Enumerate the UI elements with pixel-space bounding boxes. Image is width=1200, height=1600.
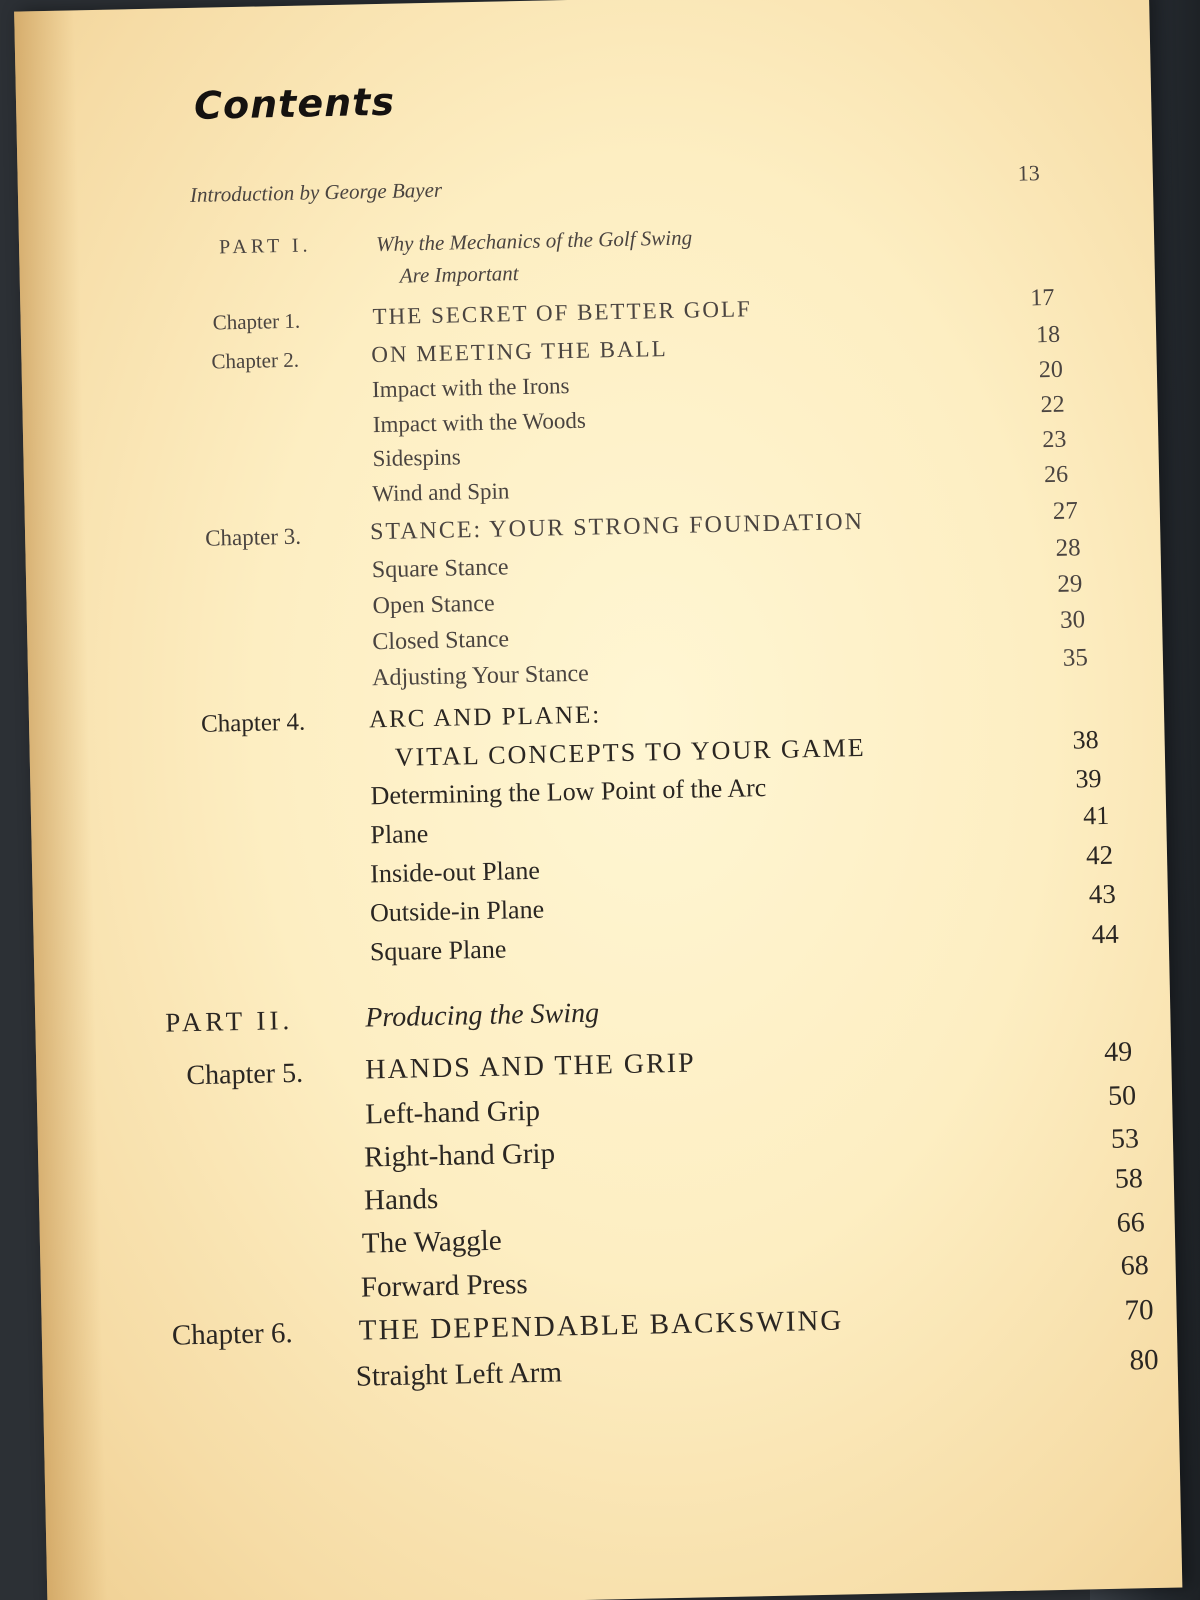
section-adjusting-stance: Adjusting Your Stance (371, 660, 590, 692)
section-closed-stance-page: 30 (1059, 606, 1086, 634)
section-hands: Hands (363, 1182, 439, 1217)
chapter-1-label: Chapter 1. (212, 308, 301, 335)
section-inside-out-plane: Inside-out Plane (369, 855, 541, 889)
section-outside-in-plane: Outside-in Plane (369, 894, 545, 928)
section-right-hand-grip: Right-hand Grip (363, 1137, 556, 1174)
section-square-stance-page: 28 (1055, 534, 1081, 562)
section-low-point-arc-page: 39 (1075, 763, 1102, 794)
chapter-4-title-line-1: ARC AND PLANE: (368, 701, 602, 734)
section-left-hand-grip: Left-hand Grip (364, 1094, 541, 1131)
section-low-point-arc: Determining the Low Point of the Arc (370, 773, 767, 811)
part-1-title-line-2: Are Important (399, 261, 519, 288)
section-wind-spin: Wind and Spin (372, 478, 510, 507)
section-open-stance-page: 29 (1057, 570, 1083, 598)
chapter-2-page: 18 (1035, 321, 1061, 349)
chapter-4-title-line-2: VITAL CONCEPTS TO YOUR GAME (394, 732, 866, 772)
section-waggle: The Waggle (361, 1224, 502, 1260)
section-impact-woods-page: 22 (1040, 391, 1065, 419)
chapter-6-label: Chapter 6. (171, 1317, 294, 1352)
chapter-2-title: ON MEETING THE BALL (371, 335, 668, 368)
section-impact-irons-page: 20 (1038, 356, 1064, 384)
chapter-1-title: THE SECRET OF BETTER GOLF (372, 296, 753, 330)
section-hands-page: 58 (1114, 1163, 1144, 1195)
chapter-3-page: 27 (1052, 497, 1079, 525)
section-adjusting-stance-page: 35 (1062, 644, 1089, 672)
section-right-hand-grip-page: 53 (1110, 1123, 1140, 1155)
section-outside-in-plane-page: 43 (1088, 878, 1117, 910)
part-1-label: PART I. (218, 234, 312, 259)
section-straight-left-arm: Straight Left Arm (355, 1356, 563, 1393)
chapter-2-label: Chapter 2. (211, 347, 300, 374)
section-plane: Plane (370, 819, 429, 850)
toc-page-introduction: 13 (1017, 160, 1040, 186)
section-straight-left-arm-page: 80 (1129, 1343, 1159, 1377)
section-waggle-page: 66 (1116, 1207, 1146, 1239)
section-wind-spin-page: 26 (1043, 461, 1069, 489)
chapter-1-page: 17 (1030, 284, 1055, 312)
section-closed-stance: Closed Stance (372, 626, 510, 656)
section-sidespins-page: 23 (1042, 426, 1067, 454)
book-page (14, 0, 1182, 1600)
section-left-hand-grip-page: 50 (1107, 1080, 1137, 1112)
table-of-contents (14, 0, 1182, 1600)
chapter-5-title: HANDS AND THE GRIP (365, 1047, 696, 1086)
toc-entry-introduction: Introduction by George Bayer (189, 177, 443, 207)
section-inside-out-plane-page: 42 (1085, 839, 1114, 871)
part-1-title-line-1: Why the Mechanics of the Golf Swing (375, 225, 693, 257)
chapter-3-label: Chapter 3. (204, 523, 302, 551)
chapter-4-page: 38 (1072, 725, 1099, 755)
section-impact-irons: Impact with the Irons (371, 373, 570, 403)
chapter-6-page: 70 (1124, 1294, 1154, 1327)
section-impact-woods: Impact with the Woods (372, 407, 587, 438)
section-square-plane: Square Plane (369, 934, 507, 967)
section-open-stance: Open Stance (372, 590, 495, 620)
section-sidespins: Sidespins (372, 444, 461, 472)
chapter-6-title: THE DEPENDABLE BACKSWING (358, 1304, 844, 1347)
section-plane-page: 41 (1082, 800, 1110, 831)
section-square-plane-page: 44 (1091, 918, 1119, 950)
chapter-3-title: STANCE: YOUR STRONG FOUNDATION (369, 508, 865, 546)
part-2-title: Producing the Swing (364, 997, 600, 1034)
chapter-4-label: Chapter 4. (200, 708, 306, 738)
section-forward-press-page: 68 (1120, 1250, 1149, 1282)
page-title: Contents (193, 79, 396, 128)
chapter-5-page: 49 (1103, 1036, 1133, 1068)
section-square-stance: Square Stance (371, 554, 509, 584)
section-forward-press: Forward Press (360, 1268, 528, 1304)
chapter-5-label: Chapter 5. (186, 1057, 304, 1092)
part-2-label: PART II. (165, 1004, 294, 1038)
